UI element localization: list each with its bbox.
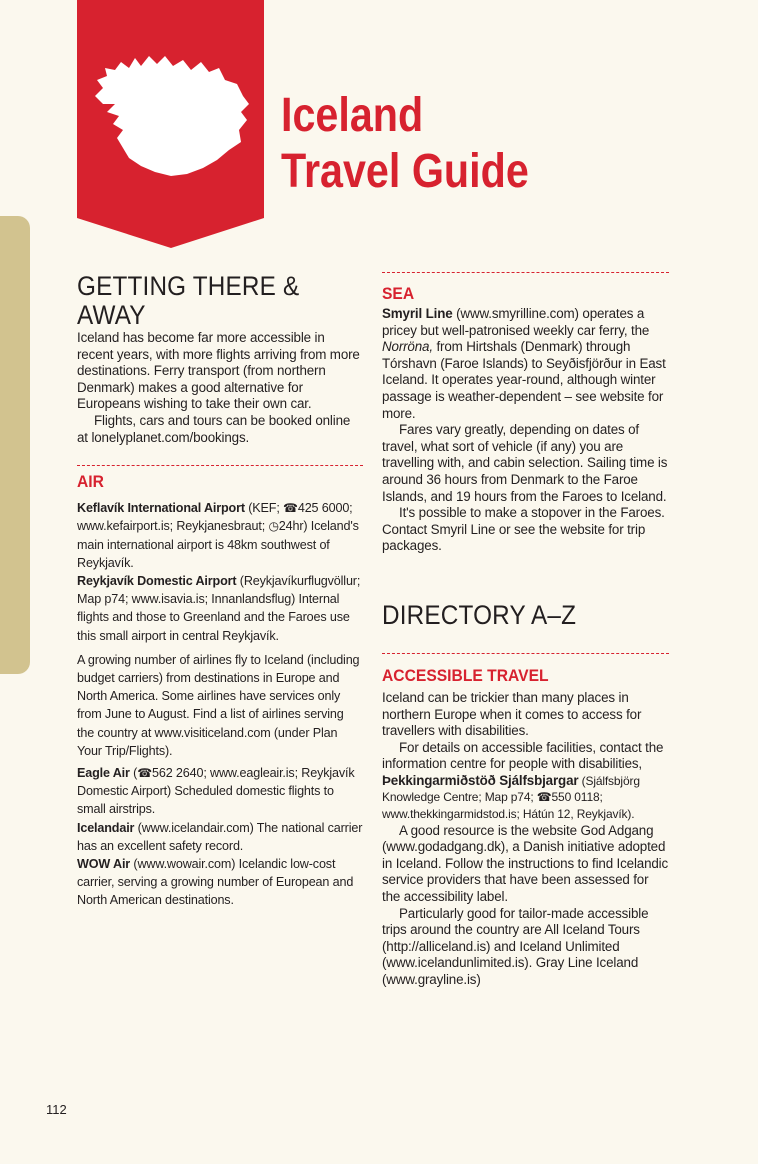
getting-there-intro: Iceland has become far more accessible in recent years, with more flights arriving from more destinations. Ferry transport (from northern Denmark) makes a good alternative for Europeans wishing to take their own car. xyxy=(77,330,360,412)
eagle-air-name: Eagle Air xyxy=(77,766,130,780)
eagle-air-entry: Eagle Air (☎562 2640; www.eagleair.is; Reykjavík Domestic Airport) Scheduled domestic flights to small airstrips. xyxy=(77,766,355,817)
airlines-paragraph: A growing number of airlines fly to Iceland (including budget carriers) from destinations in Europe and North America. Some airlines have services only from June to August. Find a list of airlines serving the country at www.visiticeland.com (under Plan Your Trip/Flights). xyxy=(77,652,360,758)
air-rule xyxy=(77,465,363,466)
iceland-map-icon xyxy=(77,0,264,248)
accessible-rule xyxy=(382,653,669,654)
directory-heading: DIRECTORY A–Z xyxy=(382,599,577,630)
sea-rule xyxy=(382,272,669,273)
rkv-airport-name: Reykjavík Domestic Airport xyxy=(77,573,237,588)
icelandair-name: Icelandair xyxy=(77,820,135,835)
icelandair-entry: Icelandair (www.icelandair.com) The national carrier has an excellent safety record. xyxy=(77,820,363,853)
guide-title: Iceland Travel Guide xyxy=(281,89,529,198)
kef-airport-entry: Keflavík International Airport (KEF; ☎425 6000; www.kefairport.is; Reykjanesbraut; ◷24hr) Iceland's main international airport is 48km southwest of Reykjavík. xyxy=(77,501,359,570)
kef-airport-name: Keflavík International Airport xyxy=(77,501,245,516)
right-column xyxy=(382,272,669,989)
ferry-name: Norröna, xyxy=(382,339,433,355)
bookings-text: Flights, cars and tours can be booked online at lonelyplanet.com/bookings. xyxy=(77,412,351,445)
phone-icon: ☎ xyxy=(283,501,298,516)
sea-heading: SEA xyxy=(382,284,415,303)
page-number: 112 xyxy=(46,1102,67,1117)
resource-paragraph: A good resource is the website God Adgang (www.godadgang.dk), a Danish initiative adopted in Iceland. Follow the instructions to find Icelandic service providers that have been assessed for the accessibility label. xyxy=(382,822,669,905)
phone-icon: ☎ xyxy=(536,790,552,805)
accessible-intro: Iceland can be trickier than many places in northern Europe when it comes to access for travellers with disabilities. xyxy=(382,689,642,739)
accessible-heading: ACCESSIBLE TRAVEL xyxy=(382,665,549,685)
phone-icon: ☎ xyxy=(137,766,152,780)
wow-air-entry: WOW Air (www.wowair.com) Icelandic low-cost carrier, serving a growing number of European and North American destinations. xyxy=(77,857,354,908)
smyril-line-name: Smyril Line xyxy=(382,306,453,321)
getting-there-heading: GETTING THERE & AWAY xyxy=(77,271,300,330)
air-heading: AIR xyxy=(77,472,104,492)
clock-icon: ◷ xyxy=(268,519,279,534)
centre-name: Þekkingarmiðstöð Sjálfsbjargar xyxy=(382,772,579,788)
accessible-details: For details on accessible facilities, contact the information centre for people with disabilities, Þekkingarmiðstöð Sjálfsbjargar (Sjálfsbjörg Knowledge Centre; Map p74; ☎550 0118; www.thekkingarmidstod.is; Hátún 12, Reykjavík). xyxy=(382,739,664,822)
chapter-tab xyxy=(0,216,30,674)
wow-air-name: WOW Air xyxy=(77,857,131,872)
left-column xyxy=(77,272,363,910)
stopover-paragraph: It's possible to make a stopover in the Faroes. Contact Smyril Line or see the website for trip packages. xyxy=(382,505,665,554)
fares-paragraph: Fares vary greatly, depending on dates of travel, what sort of vehicle (if any) you are travelling with, and cabin selection. Sailing time is around 36 hours from Denmark to the Faroe Islands, and 19 hours from the Faroes to Iceland. xyxy=(382,422,668,504)
tailor-made-paragraph: Particularly good for tailor-made accessible trips around the country are All Iceland Tours (http://alliceland.is) and Iceland Unlimited (www.icelandunlimited.is). Gray Line Iceland (www.grayline.is) xyxy=(382,905,649,987)
rkv-airport-entry: Reykjavík Domestic Airport (Reykjavíkurflugvöllur; Map p74; www.isavia.is; Innanlandsflug) Internal flights and those to Greenland and the Faroes use this small airport in central Reykjavík. xyxy=(77,573,361,643)
smyril-line-entry: Smyril Line (www.smyrilline.com) operates a pricey but well-patronised weekly car ferry, the Norröna, from Hirtshals (Denmark) through Tórshavn (Faroe Islands) to Seyðisfjörður in East Iceland. It operates year-round, although winter passage is weather-dependent – see website for more. xyxy=(382,306,666,421)
